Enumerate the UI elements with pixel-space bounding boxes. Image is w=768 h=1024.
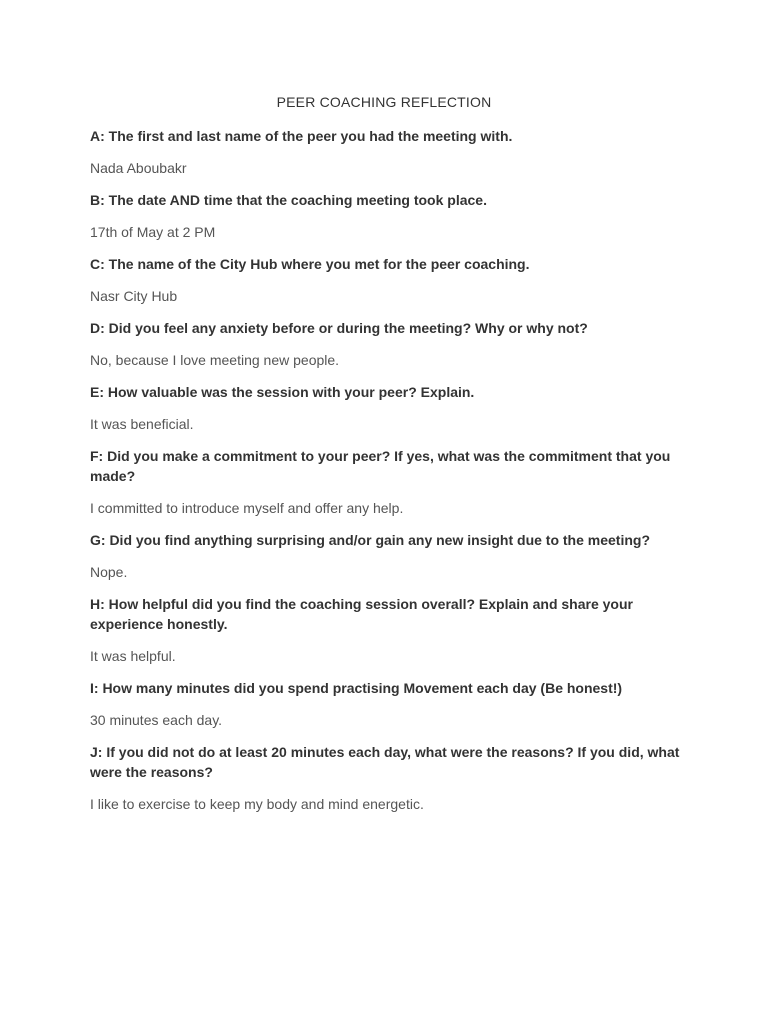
answer-h: It was helpful.	[90, 648, 176, 664]
qa-item-a	[90, 126, 690, 178]
question-i: I: How many minutes did you spend practising Movement each day (Be honest!)	[90, 680, 623, 696]
answer-c: Nasr City Hub	[90, 288, 178, 304]
question-c: C: The name of the City Hub where you met for the peer coaching.	[90, 256, 530, 272]
question-h: H: How helpful did you find the coaching session overall? Explain and share your experience honestly.	[90, 596, 633, 632]
answer-i: 30 minutes each day.	[90, 712, 223, 728]
question-b: B: The date AND time that the coaching meeting took place.	[90, 192, 487, 208]
document-title: PEER COACHING REFLECTION	[276, 94, 492, 110]
answer-e: It was beneficial.	[90, 416, 194, 432]
answer-b: 17th of May at 2 PM	[90, 224, 216, 240]
qa-item-b	[90, 190, 690, 242]
qa-item-h	[90, 594, 690, 666]
question-g: G: Did you find anything surprising and/or gain any new insight due to the meeting?	[90, 532, 651, 548]
answer-d: No, because I love meeting new people.	[90, 352, 340, 368]
question-j: J: If you did not do at least 20 minutes each day, what were the reasons? If you did, what were the reasons?	[90, 744, 680, 780]
qa-item-f	[90, 446, 690, 518]
answer-j: I like to exercise to keep my body and mind energetic.	[90, 796, 424, 812]
qa-item-g	[90, 530, 690, 582]
answer-g: Nope.	[90, 564, 128, 580]
qa-item-e	[90, 382, 690, 434]
document-body	[90, 126, 690, 826]
qa-item-c	[90, 254, 690, 306]
question-a: A: The first and last name of the peer you had the meeting with.	[90, 128, 513, 144]
question-e: E: How valuable was the session with your peer? Explain.	[90, 384, 475, 400]
answer-f: I committed to introduce myself and offer any help.	[90, 500, 404, 516]
qa-item-j	[90, 742, 690, 814]
question-f: F: Did you make a commitment to your peer? If yes, what was the commitment that you made?	[90, 448, 671, 484]
qa-item-i	[90, 678, 690, 730]
answer-a: Nada Aboubakr	[90, 160, 187, 176]
question-d: D: Did you feel any anxiety before or during the meeting? Why or why not?	[90, 320, 588, 336]
qa-item-d	[90, 318, 690, 370]
